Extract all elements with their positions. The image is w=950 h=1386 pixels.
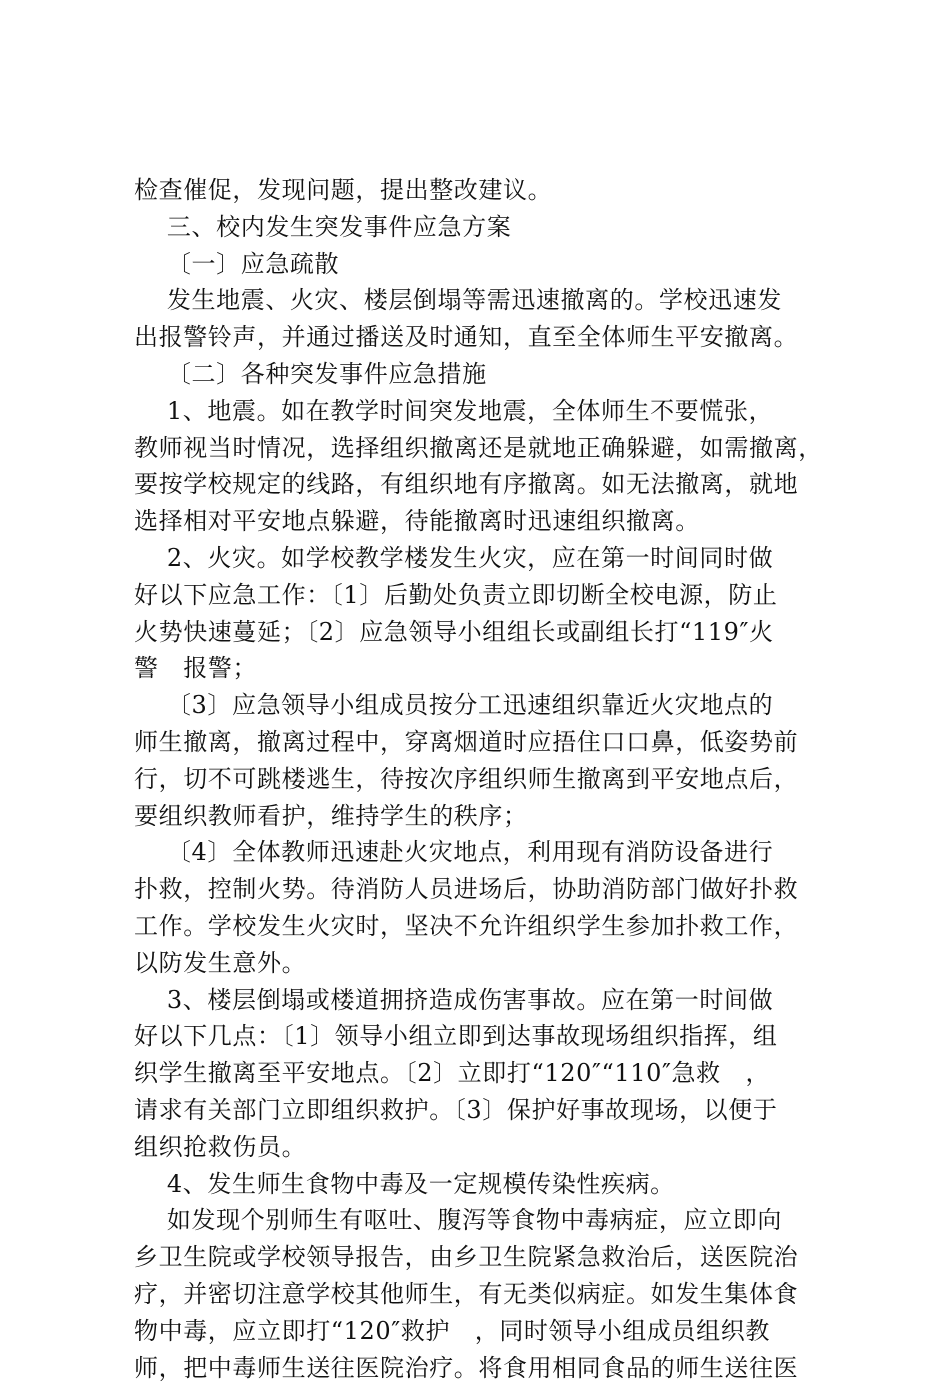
- text-line: 教师视当时情况，选择组织撤离还是就地正确躲避，如需撤离，: [134, 430, 844, 467]
- text-line: 〔3〕应急领导小组成员按分工迅速组织靠近火灾地点的: [134, 687, 844, 724]
- text-line: 以防发生意外。: [134, 945, 844, 982]
- text-line: 检查催促，发现问题，提出整改建议。: [134, 172, 844, 209]
- text-line: 火势快速蔓延；〔2〕应急领导小组组长或副组长打“119″火: [134, 614, 844, 651]
- text-line: 4、发生师生食物中毒及一定规模传染性疾病。: [134, 1166, 844, 1203]
- text-line: 1、地震。如在教学时间突发地震，全体师生不要慌张，: [134, 393, 844, 430]
- text-line: 要按学校规定的线路，有组织地有序撤离。如无法撤离，就地: [134, 466, 844, 503]
- text-line: 〔一〕应急疏散: [134, 246, 844, 283]
- text-line: 2、火灾。如学校教学楼发生火灾，应在第一时间同时做: [134, 540, 844, 577]
- text-line: 好以下应急工作：〔1〕后勤处负责立即切断全校电源，防止: [134, 577, 844, 614]
- text-line: 出报警铃声，并通过播送及时通知，直至全体师生平安撤离。: [134, 319, 844, 356]
- text-line: 织学生撤离至平安地点。〔2〕立即打“120″“110″急救 ，: [134, 1055, 844, 1092]
- text-line: 疗，并密切注意学校其他师生，有无类似病症。如发生集体食: [134, 1276, 844, 1313]
- text-line: 好以下几点：〔1〕领导小组立即到达事故现场组织指挥，组: [134, 1018, 844, 1055]
- text-line: 师，把中毒师生送往医院治疗。将食用相同食品的师生送往医: [134, 1350, 844, 1386]
- text-line: 请求有关部门立即组织救护。〔3〕保护好事故现场，以便于: [134, 1092, 844, 1129]
- text-line: 选择相对平安地点躲避，待能撤离时迅速组织撤离。: [134, 503, 844, 540]
- text-line: 警 报警；: [134, 650, 844, 687]
- text-line: 发生地震、火灾、楼层倒塌等需迅速撤离的。学校迅速发: [134, 282, 844, 319]
- text-line: 行，切不可跳楼逃生，待按次序组织师生撤离到平安地点后，: [134, 761, 844, 798]
- text-line: 〔4〕全体教师迅速赴火灾地点，利用现有消防设备进行: [134, 834, 844, 871]
- text-line: 乡卫生院或学校领导报告，由乡卫生院紧急救治后，送医院治: [134, 1239, 844, 1276]
- text-line: 工作。学校发生火灾时，坚决不允许组织学生参加扑救工作，: [134, 908, 844, 945]
- text-line: 物中毒，应立即打“120″救护 ，同时领导小组成员组织教: [134, 1313, 844, 1350]
- document-body: [134, 172, 844, 1386]
- text-line: 如发现个别师生有呕吐、腹泻等食物中毒病症，应立即向: [134, 1202, 844, 1239]
- text-line: 〔二〕各种突发事件应急措施: [134, 356, 844, 393]
- text-line: 师生撤离，撤离过程中，穿离烟道时应捂住口口鼻，低姿势前: [134, 724, 844, 761]
- text-line: 3、楼层倒塌或楼道拥挤造成伤害事故。应在第一时间做: [134, 982, 844, 1019]
- text-line: 要组织教师看护，维持学生的秩序；: [134, 798, 844, 835]
- text-line: 三、校内发生突发事件应急方案: [134, 209, 844, 246]
- text-line: 扑救，控制火势。待消防人员进场后，协助消防部门做好扑救: [134, 871, 844, 908]
- text-line: 组织抢救伤员。: [134, 1129, 844, 1166]
